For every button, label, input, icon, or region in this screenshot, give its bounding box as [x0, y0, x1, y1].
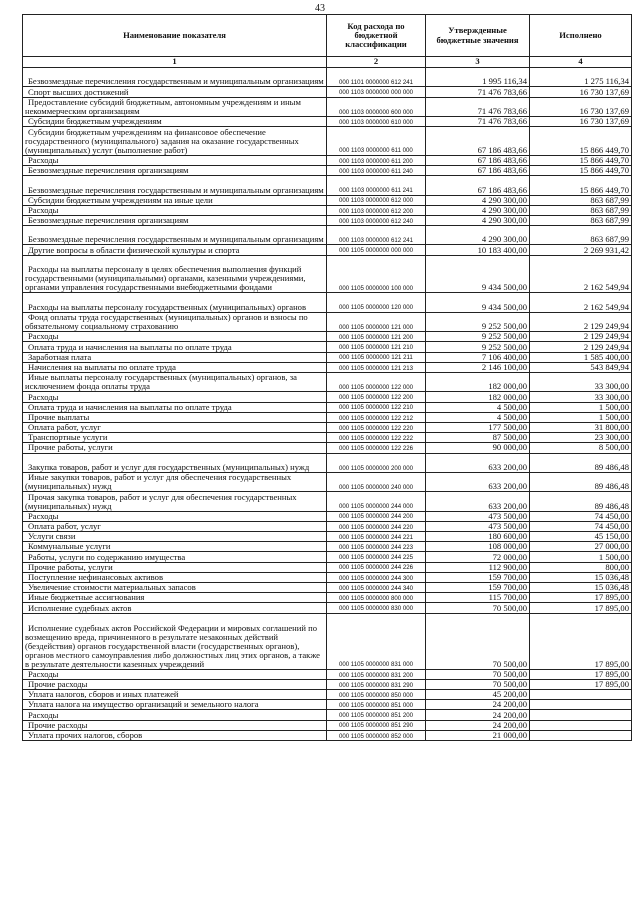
- row-executed: [530, 710, 632, 720]
- row-executed: 89 486,48: [530, 453, 632, 472]
- row-executed: 863 687,99: [530, 195, 632, 205]
- row-code: 000 1105 0000000 240 000: [327, 472, 426, 491]
- row-code: 000 1105 0000000 100 000: [327, 255, 426, 293]
- table-row: [23, 422, 632, 432]
- row-name: Поступление нефинансовых активов: [23, 572, 327, 582]
- header-row: [23, 15, 632, 57]
- row-approved: 9 252 500,00: [426, 342, 530, 352]
- table-row: [23, 690, 632, 700]
- row-executed: 23 300,00: [530, 433, 632, 443]
- row-approved: 182 000,00: [426, 392, 530, 402]
- row-code: 000 1103 0000000 611 240: [327, 165, 426, 175]
- row-executed: 15 036,48: [530, 582, 632, 592]
- row-code: 000 1105 0000000 121 200: [327, 332, 426, 342]
- row-approved: 67 186 483,66: [426, 165, 530, 175]
- row-executed: 863 687,99: [530, 215, 632, 225]
- row-code: 000 1105 0000000 000 000: [327, 245, 426, 255]
- row-code: 000 1101 0000000 612 241: [327, 68, 426, 87]
- row-approved: 67 186 483,66: [426, 176, 530, 195]
- row-name: Исполнение судебных актов: [23, 603, 327, 613]
- table-row: [23, 127, 632, 156]
- row-executed: 33 300,00: [530, 372, 632, 391]
- row-approved: 67 186 483,66: [426, 127, 530, 156]
- table-row: [23, 582, 632, 592]
- table-row: [23, 255, 632, 293]
- row-code: 000 1105 0000000 122 226: [327, 443, 426, 453]
- row-executed: 15 036,48: [530, 572, 632, 582]
- row-executed: 33 300,00: [530, 392, 632, 402]
- header-approved: Утвержденные бюджетные значения: [426, 15, 530, 57]
- row-name: Субсидии бюджетным учреждениям на финансовое обеспечение государственного (муниципального) задания на оказание государственных (муниципальных) услуг (выполнение работ): [23, 127, 327, 156]
- row-approved: 9 434 500,00: [426, 293, 530, 312]
- row-name: Расходы: [23, 669, 327, 679]
- col-number-1: 1: [23, 57, 327, 68]
- row-code: 000 1103 0000000 000 000: [327, 87, 426, 97]
- table-row: [23, 669, 632, 679]
- row-code: 000 1105 0000000 244 200: [327, 511, 426, 521]
- row-approved: 24 200,00: [426, 720, 530, 730]
- row-name: Транспортные услуги: [23, 433, 327, 443]
- row-code: 000 1105 0000000 121 213: [327, 362, 426, 372]
- table-row: [23, 362, 632, 372]
- row-name: Закупка товаров, работ и услуг для государственных (муниципальных) нужд: [23, 453, 327, 472]
- row-approved: 24 200,00: [426, 700, 530, 710]
- row-approved: 67 186 483,66: [426, 155, 530, 165]
- table-row: [23, 245, 632, 255]
- row-executed: 16 730 137,69: [530, 97, 632, 116]
- table-row: [23, 521, 632, 531]
- row-approved: 4 290 300,00: [426, 205, 530, 215]
- row-name: Коммунальные услуги: [23, 542, 327, 552]
- row-name: Предоставление субсидий бюджетным, автономным учреждениям и иным некоммерческим организациям: [23, 97, 327, 116]
- table-row: [23, 342, 632, 352]
- row-approved: 9 252 500,00: [426, 332, 530, 342]
- row-code: 000 1103 0000000 600 000: [327, 97, 426, 116]
- row-approved: 4 290 300,00: [426, 195, 530, 205]
- table-row: [23, 572, 632, 582]
- row-approved: 108 000,00: [426, 542, 530, 552]
- row-approved: 159 700,00: [426, 572, 530, 582]
- col-number-4: 4: [530, 57, 632, 68]
- table-row: [23, 472, 632, 491]
- row-approved: 4 500,00: [426, 412, 530, 422]
- table-row: [23, 352, 632, 362]
- row-code: 000 1105 0000000 122 210: [327, 402, 426, 412]
- table-row: [23, 433, 632, 443]
- row-executed: 27 000,00: [530, 542, 632, 552]
- row-approved: 4 290 300,00: [426, 226, 530, 245]
- row-executed: 74 450,00: [530, 521, 632, 531]
- table-row: [23, 453, 632, 472]
- row-code: 000 1105 0000000 850 000: [327, 690, 426, 700]
- row-executed: 1 500,00: [530, 412, 632, 422]
- row-name: Расходы: [23, 155, 327, 165]
- row-name: Безвозмездные перечисления организациям: [23, 165, 327, 175]
- row-executed: 89 486,48: [530, 492, 632, 511]
- row-code: 000 1103 0000000 611 241: [327, 176, 426, 195]
- row-executed: 31 800,00: [530, 422, 632, 432]
- row-code: 000 1105 0000000 851 000: [327, 700, 426, 710]
- table-row: [23, 603, 632, 613]
- row-executed: 2 129 249,94: [530, 342, 632, 352]
- header-code: Код расхода по бюджетной классификации: [327, 15, 426, 57]
- row-executed: 74 450,00: [530, 511, 632, 521]
- row-code: 000 1105 0000000 122 200: [327, 392, 426, 402]
- row-name: Иные бюджетные ассигнования: [23, 593, 327, 603]
- row-name: Услуги связи: [23, 532, 327, 542]
- row-executed: 15 866 449,70: [530, 176, 632, 195]
- row-name: Иные закупки товаров, работ и услуг для обеспечения государственных (муниципальных) нужд: [23, 472, 327, 491]
- row-name: Субсидии бюджетным учреждениям: [23, 116, 327, 126]
- row-code: 000 1105 0000000 244 220: [327, 521, 426, 531]
- row-approved: 473 500,00: [426, 511, 530, 521]
- row-executed: [530, 690, 632, 700]
- table-row: [23, 205, 632, 215]
- table-row: [23, 87, 632, 97]
- row-name: Расходы: [23, 392, 327, 402]
- row-code: 000 1105 0000000 831 200: [327, 669, 426, 679]
- budget-table: [22, 14, 632, 741]
- row-code: 000 1105 0000000 244 225: [327, 552, 426, 562]
- table-row: [23, 412, 632, 422]
- row-code: 000 1105 0000000 120 000: [327, 293, 426, 312]
- row-executed: 15 866 449,70: [530, 165, 632, 175]
- row-name: Расходы на выплаты персоналу в целях обеспечения выполнения функций государственными (муниципальными) органами, казенными учреждениями, органами управления государственными внебюджетными фондами: [23, 255, 327, 293]
- row-executed: 17 895,00: [530, 669, 632, 679]
- row-executed: 2 129 249,94: [530, 332, 632, 342]
- row-approved: 10 183 400,00: [426, 245, 530, 255]
- row-name: Прочая закупка товаров, работ и услуг для обеспечения государственных (муниципальных) нужд: [23, 492, 327, 511]
- row-executed: 2 129 249,94: [530, 312, 632, 331]
- table-row: [23, 720, 632, 730]
- row-name: Другие вопросы в области физической культуры и спорта: [23, 245, 327, 255]
- row-code: 000 1105 0000000 244 226: [327, 562, 426, 572]
- table-row: [23, 97, 632, 116]
- row-executed: 1 585 400,00: [530, 352, 632, 362]
- table-row: [23, 562, 632, 572]
- row-approved: 71 476 783,66: [426, 97, 530, 116]
- row-executed: 8 500,00: [530, 443, 632, 453]
- row-name: Фонд оплаты труда государственных (муниципальных) органов и взносы по обязательному социальному страхованию: [23, 312, 327, 331]
- row-code: 000 1105 0000000 244 340: [327, 582, 426, 592]
- row-name: Безвозмездные перечисления организациям: [23, 215, 327, 225]
- row-approved: 177 500,00: [426, 422, 530, 432]
- row-approved: 7 106 400,00: [426, 352, 530, 362]
- table-row: [23, 700, 632, 710]
- row-approved: 87 500,00: [426, 433, 530, 443]
- row-executed: 17 895,00: [530, 593, 632, 603]
- row-name: Расходы: [23, 332, 327, 342]
- row-code: 000 1103 0000000 612 000: [327, 195, 426, 205]
- row-executed: 800,00: [530, 562, 632, 572]
- row-approved: 72 000,00: [426, 552, 530, 562]
- row-approved: 71 476 783,66: [426, 116, 530, 126]
- row-approved: 45 200,00: [426, 690, 530, 700]
- row-name: Оплата труда и начисления на выплаты по оплате труда: [23, 342, 327, 352]
- row-code: 000 1103 0000000 610 000: [327, 116, 426, 126]
- table-row: [23, 552, 632, 562]
- row-approved: 9 434 500,00: [426, 255, 530, 293]
- row-name: Оплата работ, услуг: [23, 422, 327, 432]
- column-number-row: [23, 57, 632, 68]
- row-approved: 2 146 100,00: [426, 362, 530, 372]
- row-name: Увеличение стоимости материальных запасов: [23, 582, 327, 592]
- page-number: 43: [315, 3, 325, 14]
- table-row: [23, 195, 632, 205]
- table-row: [23, 593, 632, 603]
- table-row: [23, 176, 632, 195]
- row-name: Безвозмездные перечисления государственным и муниципальным организациям: [23, 226, 327, 245]
- row-code: 000 1105 0000000 244 223: [327, 542, 426, 552]
- table-row: [23, 155, 632, 165]
- row-code: 000 1105 0000000 122 212: [327, 412, 426, 422]
- row-name: Расходы: [23, 511, 327, 521]
- row-name: Заработная плата: [23, 352, 327, 362]
- row-approved: 71 476 783,66: [426, 87, 530, 97]
- row-name: Оплата труда и начисления на выплаты по оплате труда: [23, 402, 327, 412]
- table-row: [23, 402, 632, 412]
- table-row: [23, 492, 632, 511]
- row-approved: 112 900,00: [426, 562, 530, 572]
- row-code: 000 1105 0000000 200 000: [327, 453, 426, 472]
- row-name: Начисления на выплаты по оплате труда: [23, 362, 327, 372]
- row-approved: 70 500,00: [426, 669, 530, 679]
- row-approved: 90 000,00: [426, 443, 530, 453]
- row-approved: 70 500,00: [426, 603, 530, 613]
- row-name: Уплата прочих налогов, сборов: [23, 730, 327, 740]
- row-executed: [530, 700, 632, 710]
- row-executed: 45 150,00: [530, 532, 632, 542]
- table-row: [23, 68, 632, 87]
- row-executed: 17 895,00: [530, 603, 632, 613]
- row-code: 000 1105 0000000 244 300: [327, 572, 426, 582]
- row-approved: 473 500,00: [426, 521, 530, 531]
- row-name: Субсидии бюджетным учреждениям на иные цели: [23, 195, 327, 205]
- row-code: 000 1103 0000000 611 000: [327, 127, 426, 156]
- header-name: Наименование показателя: [23, 15, 327, 57]
- row-approved: 9 252 500,00: [426, 312, 530, 331]
- row-code: 000 1103 0000000 611 200: [327, 155, 426, 165]
- row-code: 000 1105 0000000 121 210: [327, 342, 426, 352]
- row-executed: 16 730 137,69: [530, 87, 632, 97]
- row-approved: 182 000,00: [426, 372, 530, 391]
- row-name: Расходы: [23, 205, 327, 215]
- row-name: Иные выплаты персоналу государственных (муниципальных) органов, за исключением фонда оплаты труда: [23, 372, 327, 391]
- row-code: 000 1105 0000000 122 222: [327, 433, 426, 443]
- row-approved: 24 200,00: [426, 710, 530, 720]
- table-row: [23, 542, 632, 552]
- row-name: Безвозмездные перечисления государственным и муниципальным организациям: [23, 176, 327, 195]
- row-executed: 1 500,00: [530, 552, 632, 562]
- row-name: Уплата налогов, сборов и иных платежей: [23, 690, 327, 700]
- row-name: Уплата налога на имущество организаций и земельного налога: [23, 700, 327, 710]
- table-row: [23, 312, 632, 331]
- col-number-3: 3: [426, 57, 530, 68]
- row-code: 000 1103 0000000 612 200: [327, 205, 426, 215]
- table-row: [23, 332, 632, 342]
- table-row: [23, 226, 632, 245]
- row-executed: 15 866 449,70: [530, 155, 632, 165]
- row-executed: 543 849,94: [530, 362, 632, 372]
- row-approved: 180 600,00: [426, 532, 530, 542]
- table-row: [23, 372, 632, 391]
- row-name: Оплата работ, услуг: [23, 521, 327, 531]
- row-approved: 1 995 116,34: [426, 68, 530, 87]
- row-code: 000 1105 0000000 122 000: [327, 372, 426, 391]
- row-executed: 2 162 549,94: [530, 255, 632, 293]
- row-executed: 15 866 449,70: [530, 127, 632, 156]
- row-code: 000 1103 0000000 612 240: [327, 215, 426, 225]
- row-code: 000 1105 0000000 121 000: [327, 312, 426, 331]
- row-code: 000 1105 0000000 852 000: [327, 730, 426, 740]
- row-code: 000 1105 0000000 851 290: [327, 720, 426, 730]
- row-code: 000 1105 0000000 831 290: [327, 679, 426, 689]
- row-executed: 863 687,99: [530, 205, 632, 215]
- row-approved: 115 700,00: [426, 593, 530, 603]
- row-name: Прочие работы, услуги: [23, 443, 327, 453]
- col-number-2: 2: [327, 57, 426, 68]
- table-row: [23, 511, 632, 521]
- table-row: [23, 392, 632, 402]
- row-name: Прочие расходы: [23, 720, 327, 730]
- table-row: [23, 679, 632, 689]
- row-name: Прочие расходы: [23, 679, 327, 689]
- table-row: [23, 443, 632, 453]
- row-approved: 633 200,00: [426, 472, 530, 491]
- row-approved: 159 700,00: [426, 582, 530, 592]
- row-executed: 89 486,48: [530, 472, 632, 491]
- row-name: Расходы на выплаты персоналу государственных (муниципальных) органов: [23, 293, 327, 312]
- row-name: Безвозмездные перечисления государственным и муниципальным организациям: [23, 68, 327, 87]
- table-row: [23, 710, 632, 720]
- row-executed: 1 275 116,34: [530, 68, 632, 87]
- row-name: Исполнение судебных актов Российской Федерации и мировых соглашений по возмещению вреда, причиненного в результате незаконных действий (бездействия) органов государственной власти (государственных органов), органов местного самоуправления либо должностных лиц этих органов, а также в результате деятельности казенных учреждений: [23, 613, 327, 669]
- header-executed: Исполнено: [530, 15, 632, 57]
- table-row: [23, 165, 632, 175]
- row-executed: 863 687,99: [530, 226, 632, 245]
- row-name: Расходы: [23, 710, 327, 720]
- row-code: 000 1105 0000000 800 000: [327, 593, 426, 603]
- row-code: 000 1105 0000000 121 211: [327, 352, 426, 362]
- table-row: [23, 532, 632, 542]
- table-row: [23, 293, 632, 312]
- row-executed: 16 730 137,69: [530, 116, 632, 126]
- row-name: Прочие выплаты: [23, 412, 327, 422]
- row-name: Работы, услуги по содержанию имущества: [23, 552, 327, 562]
- row-approved: 70 500,00: [426, 613, 530, 669]
- row-name: Прочие работы, услуги: [23, 562, 327, 572]
- table-row: [23, 116, 632, 126]
- row-approved: 633 200,00: [426, 453, 530, 472]
- row-code: 000 1105 0000000 851 200: [327, 710, 426, 720]
- row-code: 000 1105 0000000 244 000: [327, 492, 426, 511]
- row-approved: 70 500,00: [426, 679, 530, 689]
- row-approved: 21 000,00: [426, 730, 530, 740]
- row-code: 000 1105 0000000 830 000: [327, 603, 426, 613]
- row-executed: 1 500,00: [530, 402, 632, 412]
- table-row: [23, 613, 632, 669]
- row-executed: 17 895,00: [530, 613, 632, 669]
- row-code: 000 1105 0000000 831 000: [327, 613, 426, 669]
- row-executed: [530, 730, 632, 740]
- table-row: [23, 730, 632, 740]
- row-executed: 2 162 549,94: [530, 293, 632, 312]
- row-code: 000 1105 0000000 244 221: [327, 532, 426, 542]
- row-executed: [530, 720, 632, 730]
- row-approved: 4 290 300,00: [426, 215, 530, 225]
- row-code: 000 1105 0000000 122 220: [327, 422, 426, 432]
- row-approved: 4 500,00: [426, 402, 530, 412]
- row-executed: 2 269 931,42: [530, 245, 632, 255]
- row-executed: 17 895,00: [530, 679, 632, 689]
- row-code: 000 1103 0000000 612 241: [327, 226, 426, 245]
- row-name: Спорт высших достижений: [23, 87, 327, 97]
- table-row: [23, 215, 632, 225]
- row-approved: 633 200,00: [426, 492, 530, 511]
